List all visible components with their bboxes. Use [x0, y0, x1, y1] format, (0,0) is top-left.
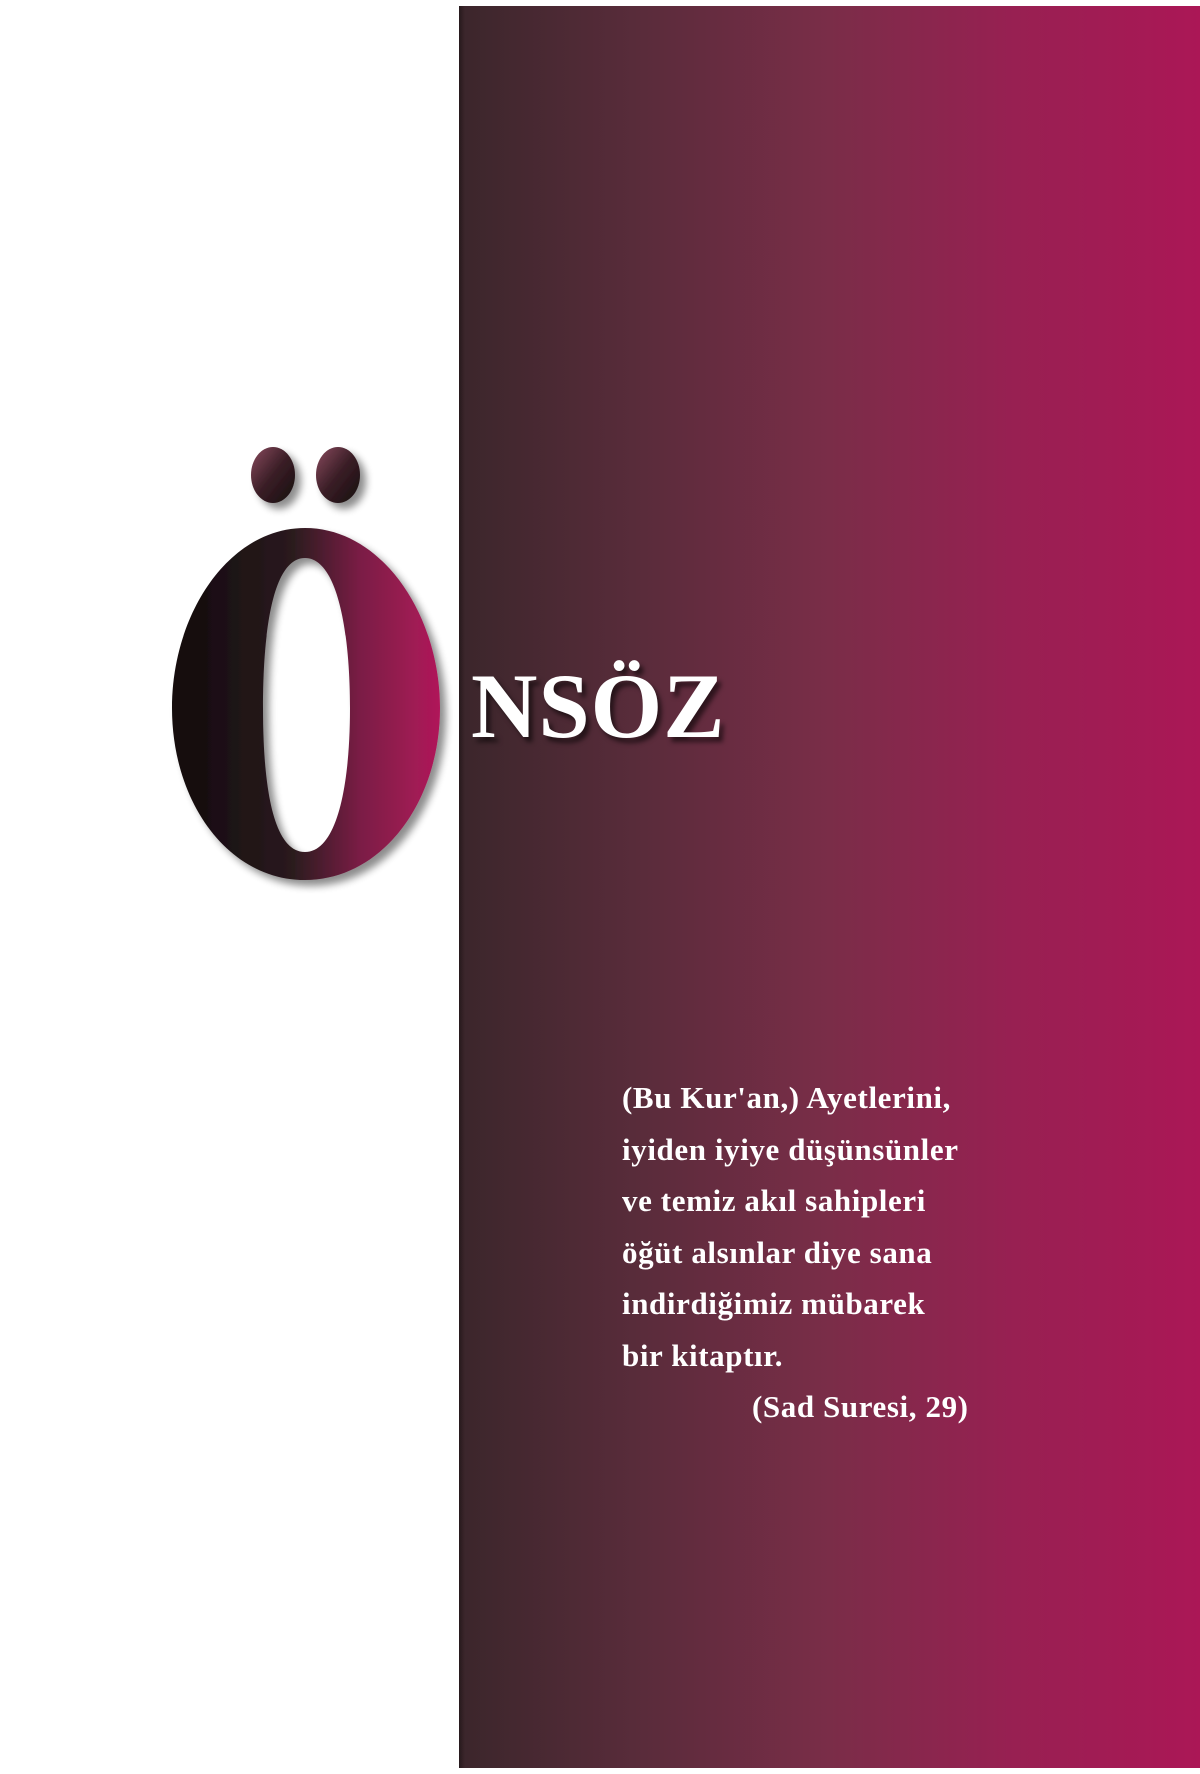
verse-line-2: iyiden iyiye düşünsünler	[622, 1131, 959, 1167]
verse-line-3: ve temiz akıl sahipleri	[622, 1183, 926, 1218]
umlaut-dot-left	[251, 447, 295, 503]
verse-line-4: öğüt alsınlar diye sana	[622, 1234, 933, 1270]
verse-citation: (Sad Suresi, 29)	[752, 1389, 969, 1424]
verse-line-6: bir kitaptır.	[622, 1337, 784, 1373]
gradient-panel	[459, 6, 1200, 1768]
verse-line-5: indirdiğimiz mübarek	[622, 1286, 926, 1321]
umlaut-dot-right	[316, 447, 360, 503]
letter-o-ring	[172, 528, 440, 880]
verse-quote	[622, 1072, 1042, 1433]
decorative-initial-o-umlaut	[160, 440, 460, 900]
heading-title: NSÖZ	[471, 655, 726, 757]
initial-glyph-shape	[172, 447, 440, 880]
verse-line-1: (Bu Kur'an,) Ayetlerini,	[622, 1080, 951, 1115]
